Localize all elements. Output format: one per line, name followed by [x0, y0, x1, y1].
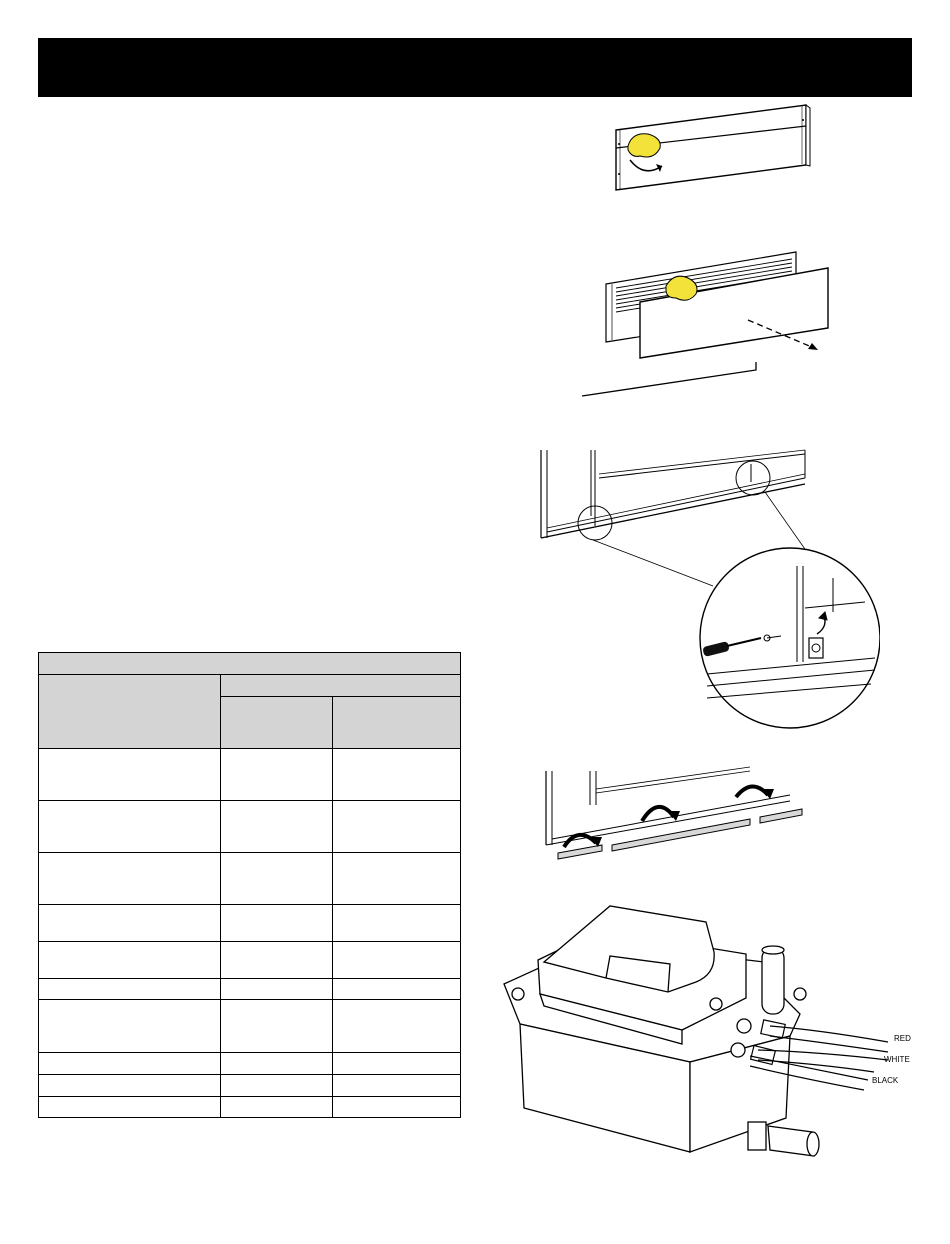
wire-label-red: RED — [894, 1034, 911, 1043]
illustration-pump-wiring — [500, 902, 920, 1167]
cleaning-cloth-icon — [628, 134, 660, 157]
table-row — [39, 1053, 461, 1075]
table-header-cell — [221, 675, 461, 697]
table-header-cell — [39, 675, 221, 749]
table-row — [39, 1000, 461, 1053]
illustration-remove-filter — [578, 250, 838, 400]
wire-label-black: BLACK — [872, 1076, 899, 1085]
illustration-wipe-front-panel — [610, 100, 820, 200]
table-header-row — [39, 675, 461, 697]
table-row — [39, 749, 461, 801]
illustration-remove-bottom-trim — [540, 765, 820, 870]
illustration-bottom-screws-detail — [535, 448, 880, 733]
table-header-cell — [333, 697, 461, 749]
table-header-cell — [221, 697, 333, 749]
spec-table — [38, 652, 461, 1118]
table-title-cell — [39, 653, 461, 675]
table-row — [39, 1097, 461, 1118]
table-row — [39, 801, 461, 853]
table-row — [39, 905, 461, 942]
trim-strip — [558, 809, 802, 859]
table-title-row — [39, 653, 461, 675]
table-row — [39, 1075, 461, 1097]
page-header-bar — [38, 38, 912, 97]
table-row — [39, 979, 461, 1000]
table-row — [39, 853, 461, 905]
table-row — [39, 942, 461, 979]
wire-label-white: WHITE — [884, 1055, 910, 1064]
